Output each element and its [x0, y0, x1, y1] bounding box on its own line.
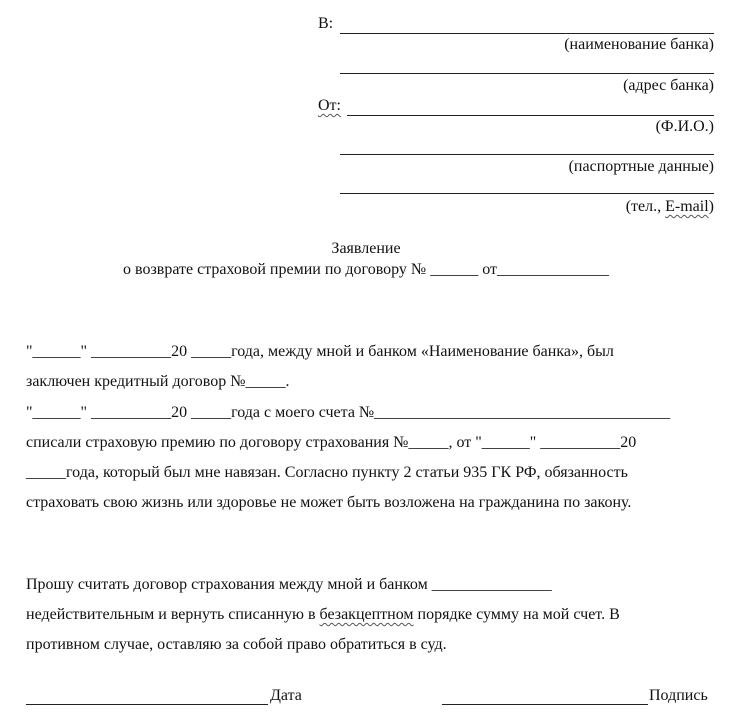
document-title: Заявление	[331, 240, 401, 257]
passport-line[interactable]	[340, 154, 714, 155]
bank-name-line[interactable]	[340, 33, 714, 34]
bank-address-caption: (адрес банка)	[623, 77, 714, 94]
paragraph-1-line-2: заключен кредитный договор №_____.	[26, 373, 290, 390]
bank-address-line[interactable]	[340, 73, 714, 74]
signature-line[interactable]	[442, 704, 648, 705]
paragraph-1-line-1: "______" __________20 _____года, между мной и банком «Наименование банка», был	[26, 343, 614, 360]
email-word: E-mail	[665, 198, 709, 215]
paragraph-3-line-3: противном случае, оставляю за собой право обратиться в суд.	[26, 636, 447, 653]
bank-name-caption: (наименование банка)	[564, 36, 714, 53]
date-label: Дата	[270, 687, 302, 704]
paragraph-2-line-1: "______" __________20 _____года с моего счета №_____________________________________	[26, 404, 671, 421]
from-label: От:	[318, 97, 341, 114]
contacts-caption: (тел., E-mail)	[625, 198, 714, 215]
paragraph-3-line-1: Прошу считать договор страхования между мной и банком _______________	[26, 576, 552, 593]
document-subtitle: о возврате страховой премии по договору № ______ от______________	[123, 261, 609, 278]
paragraph-2-line-4: страховать свою жизнь или здоровье не может быть возложена на гражданина по закону.	[26, 494, 632, 511]
passport-caption: (паспортные данные)	[568, 158, 714, 175]
fio-caption: (Ф.И.О.)	[655, 118, 714, 135]
paragraph-2-line-3: _____года, который был мне навязан. Согласно пункту 2 статьи 935 ГК РФ, обязанность	[26, 464, 628, 481]
signature-label: Подпись	[649, 687, 708, 704]
paragraph-3-line-2: недействительным и вернуть списанную в безакцептном порядке сумму на мой счет. В	[26, 606, 620, 623]
fio-line[interactable]	[347, 115, 714, 116]
paragraph-2-line-2: списали страховую премию по договору страхования №_____, от "______" __________20	[26, 434, 637, 451]
contacts-line[interactable]	[340, 193, 714, 194]
date-line[interactable]	[26, 704, 268, 705]
to-label: В:	[318, 15, 334, 32]
bezakceptnom-word: безакцептном	[319, 606, 414, 623]
